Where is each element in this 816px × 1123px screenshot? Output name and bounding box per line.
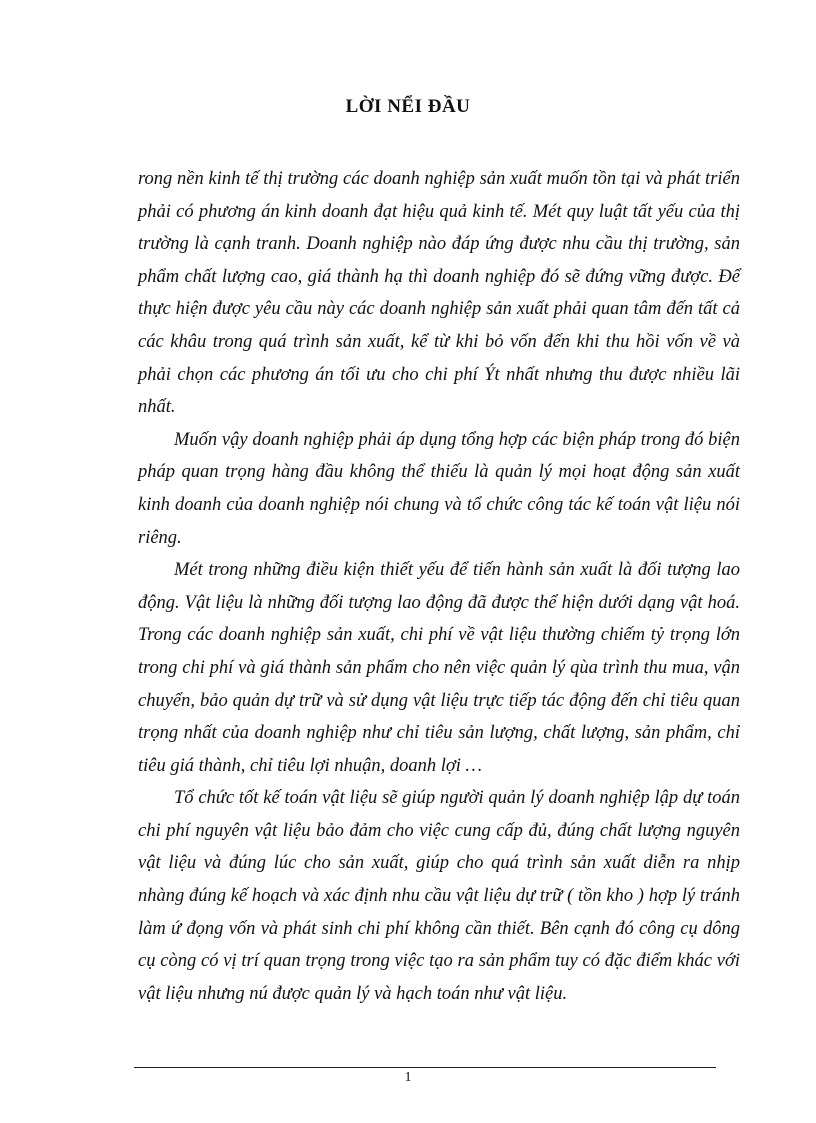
body-text: [138, 163, 740, 1010]
paragraph-3: Mét trong những điều kiện thiết yếu để tiến hành sản xuất là đối tượng lao động. Vật liệu là những đối tượng lao động đã được thể hiện dưới dạng vật hoá. Trong các doanh nghiệp sản xuất, chi phí về vật liệu thường chiếm tỷ trọng lớn trong chi phí và giá thành sản phẩm cho nên việc quản lý qùa trình thu mua, vận chuyển, bảo quản dự trữ và sử dụng vật liệu trực tiếp tác động đến chỉ tiêu quan trọng nhất của doanh nghiệp như chỉ tiêu sản lượng, chất lượng, sản phẩm, chỉ tiêu giá thành, chỉ tiêu lợi nhuận, doanh lợi …: [138, 560, 740, 776]
footer-divider: [134, 1067, 716, 1068]
page-title: LỜI NỂI ĐẦU: [345, 96, 471, 117]
paragraph-1: rong nền kinh tế thị trường các doanh nghiệp sản xuất muốn tồn tại và phát triển phải có phương án kinh doanh đạt hiệu quả kinh tế. Mét quy luật tất yếu của thị trường là cạnh tranh. Doanh nghiệp nào đáp ứng được nhu cầu thị trường, sản phẩm chất lượng cao, giá thành hạ thì doanh nghiệp đó sẽ đứng vững được. Để thực hiện được yêu cầu này các doanh nghiệp sản xuất phải quan tâm đến tất cả các khâu trong quá trình sản xuất, kể từ khi bỏ vốn đến khi thu hồi vốn về và phải chọn các phương án tối ưu cho chi phí Ýt nhất nhưng thu được nhiều lãi nhất.: [138, 169, 740, 418]
page-number: 1: [404, 1070, 412, 1085]
paragraph-4: Tổ chức tốt kế toán vật liệu sẽ giúp người quản lý doanh nghiệp lập dự toán chi phí nguyên vật liệu bảo đảm cho việc cung cấp đủ, đúng chất lượng nguyên vật liệu và đúng lúc cho sản xuất, giúp cho quá trình sản xuất diễn ra nhịp nhàng đúng kế hoạch và xác định nhu cầu vật liệu dự trữ ( tồn kho ) hợp lý tránh làm ứ đọng vốn và phát sinh chi phí không cần thiết. Bên cạnh đó công cụ dông cụ còng có vị trí quan trọng trong việc tạo ra sản phẩm tuy có đặc điểm khác với vật liệu nhưng nú được quản lý và hạch toán như vật liệu.: [138, 788, 740, 1004]
paragraph-2: Muốn vậy doanh nghiệp phải áp dụng tổng hợp các biện pháp trong đó biện pháp quan trọng hàng đầu không thể thiếu là quản lý mọi hoạt động sản xuất kinh doanh của doanh nghiệp nói chung và tổ chức công tác kế toán vật liệu nói riêng.: [138, 429, 740, 548]
